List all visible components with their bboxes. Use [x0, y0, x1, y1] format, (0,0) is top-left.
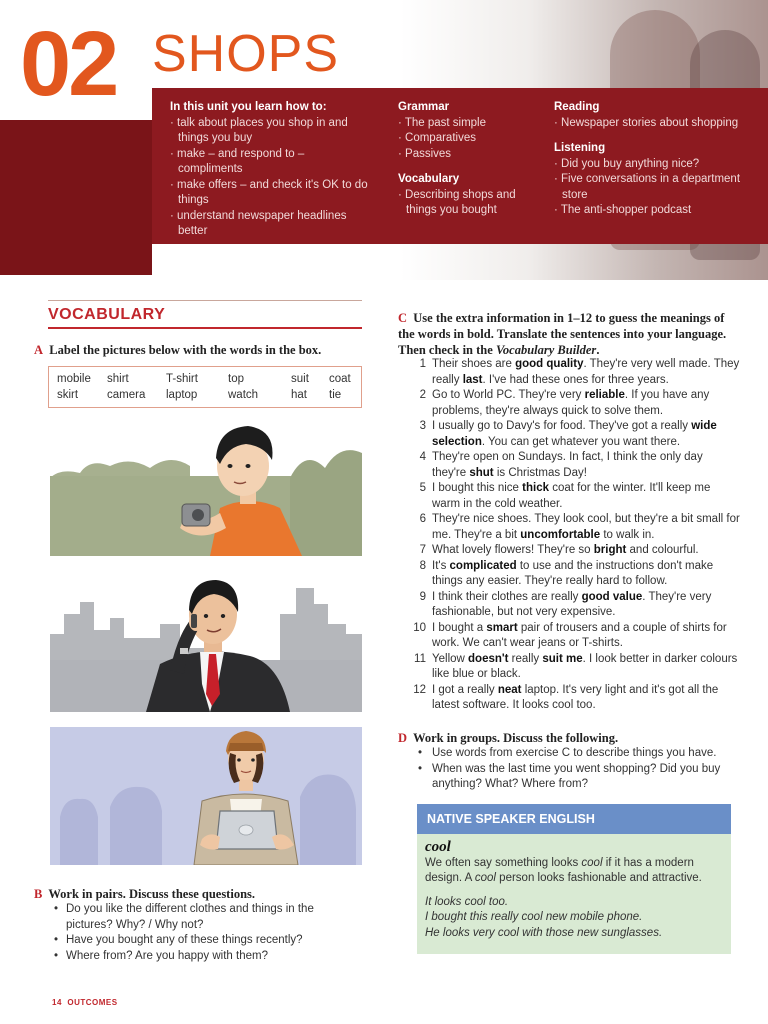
instruction-text: Work in groups. Discuss the following. — [413, 731, 619, 745]
list-item — [400, 450, 740, 481]
item-text: I bought a — [432, 621, 487, 634]
exercise-letter: C — [398, 311, 408, 325]
list-item — [400, 543, 740, 559]
item-text: . They're very well made. They really — [432, 358, 740, 386]
list-item: · Newspaper stories about shopping — [554, 116, 764, 132]
definition — [425, 856, 723, 887]
instruction-text: Label the pictures below with the words in the box. — [49, 343, 322, 357]
list-item: · make offers – and check it's OK to do things — [170, 178, 370, 209]
exercise-c-list — [400, 357, 740, 714]
exercise-a-instruction — [34, 342, 364, 358]
reading-list — [554, 116, 764, 132]
illustration — [50, 574, 362, 712]
page-footer — [52, 998, 118, 1007]
native-speaker-title: NATIVE SPEAKER ENGLISH — [417, 804, 731, 834]
item-number: 7 — [419, 544, 426, 556]
word: camera — [107, 389, 146, 401]
bold-word: uncomfortable — [520, 528, 601, 541]
list-item: · Passives — [398, 147, 538, 163]
list-item — [400, 388, 740, 419]
page-number: 14 — [52, 998, 62, 1007]
item-text: really — [508, 652, 543, 665]
item-text: . If you have any problems, they're always quick to solve them. — [432, 389, 710, 417]
bold-word: neat — [497, 683, 522, 696]
examples — [425, 895, 723, 942]
illustration-woman-with-laptop — [50, 727, 362, 865]
item-text: Go to World PC. They're very — [432, 389, 585, 401]
exercise-letter: D — [398, 731, 408, 745]
listening-list — [554, 157, 764, 219]
grammar-vocab-column — [398, 100, 538, 219]
illustration — [50, 418, 362, 556]
list-item — [400, 512, 740, 543]
definition-text: We often say something looks — [425, 856, 582, 869]
list-item — [400, 559, 740, 590]
item-number: 8 — [419, 559, 426, 572]
exercise-letter: A — [34, 343, 44, 357]
item-number: 1 — [419, 358, 426, 370]
item-number: 11 — [414, 652, 426, 665]
list-item: • Have you bought any of these things recently? — [54, 933, 354, 949]
word: tie — [329, 389, 342, 401]
example: It looks cool too. — [425, 895, 509, 908]
item-text: is Christmas Day! — [493, 466, 587, 479]
listening-heading: Listening — [554, 142, 606, 154]
instruction-text: Work in pairs. Discuss these questions. — [48, 887, 256, 901]
bold-word: thick — [522, 482, 549, 494]
list-item — [400, 621, 740, 652]
bold-word: complicated — [449, 559, 517, 572]
item-text: to use and the instructions don't make things any easier. They're really hard to follow. — [432, 559, 714, 587]
bold-word: smart — [486, 621, 518, 634]
keyword: cool — [425, 839, 451, 855]
item-text: They're open on Sundays. In fact, I think the only day they're — [432, 451, 703, 479]
illustration-businessman-on-phone — [50, 574, 362, 712]
item-text: laptop. It's very light and it's got all the latest software. It looks cool too. — [432, 683, 719, 711]
word-box — [48, 366, 362, 408]
section-title: VOCABULARY — [48, 306, 166, 323]
bold-word: last — [462, 373, 483, 386]
item-number: 5 — [419, 482, 426, 494]
item-number: 6 — [419, 513, 426, 525]
item-number: 2 — [419, 389, 426, 401]
list-item: · talk about places you shop in and things you buy — [170, 116, 370, 147]
list-item: · Describing shops and things you bought — [398, 188, 538, 219]
instruction-bold-word: bold — [467, 327, 491, 341]
exercise-b-instruction — [34, 886, 364, 902]
bold-word: doesn't — [468, 652, 509, 665]
list-item — [400, 683, 740, 714]
item-number: 4 — [419, 451, 426, 463]
native-speaker-body — [417, 834, 731, 941]
bold-word: good quality — [515, 358, 584, 370]
divider — [48, 327, 362, 329]
illustration — [50, 727, 362, 865]
word: top — [228, 373, 244, 385]
illustration-man-with-camera — [50, 418, 362, 556]
definition-text: if it has a modern design. A — [425, 856, 694, 884]
item-text: Yellow — [432, 652, 469, 665]
reading-heading: Reading — [554, 101, 600, 113]
exercise-b-list — [54, 902, 354, 964]
native-speaker-box — [417, 804, 731, 954]
item-number: 9 — [419, 590, 426, 603]
list-item: · The past simple — [398, 116, 538, 132]
item-text: pair of trousers and a couple of shirts for work. We can't wear jeans or T-shirts. — [432, 621, 727, 649]
definition-text: person looks fashionable and attractive. — [495, 872, 702, 884]
learn-how-list — [170, 116, 370, 240]
list-item — [400, 419, 740, 450]
reading-listening-column — [554, 100, 764, 219]
vocabulary-heading: Vocabulary — [398, 173, 460, 185]
word: T-shirt — [166, 373, 198, 385]
example: He looks very cool with those new sunglasses. — [425, 926, 663, 939]
instruction-text: . — [596, 343, 600, 357]
grammar-heading: Grammar — [398, 101, 450, 113]
instruction-text: . Translate the sentences into your language. Then check in the — [398, 327, 727, 357]
word: suit — [291, 373, 309, 385]
learn-how-heading: In this unit you learn how to: — [170, 101, 327, 113]
definition-keyword: cool — [474, 872, 496, 884]
list-item — [400, 357, 740, 388]
item-text: I think their clothes are really — [432, 590, 582, 603]
list-item — [400, 652, 740, 683]
learn-how-column — [170, 100, 370, 240]
example: I bought this really cool new mobile phone. — [425, 911, 643, 923]
instruction-text: Use the extra information in 1–12 to guess the meanings of the words in — [398, 311, 725, 341]
item-text: coat for the winter. It'll keep me warm in the cold weather. — [432, 482, 711, 510]
list-item: • Use words from exercise C to describe things you have. — [418, 746, 738, 762]
definition-keyword: cool — [581, 856, 603, 869]
list-item: • When was the last time you went shopping? Did you buy anything? What? Where from? — [418, 762, 738, 793]
item-text: I got a really — [432, 683, 498, 696]
list-item — [400, 481, 740, 512]
unit-number: 02 — [20, 13, 117, 115]
item-number: 3 — [419, 420, 426, 432]
book-title: Vocabulary Builder — [495, 343, 597, 357]
list-item: · Five conversations in a department store — [554, 172, 764, 203]
item-text: . They're very fashionable, but not very expensive. — [432, 590, 712, 618]
divider — [48, 300, 362, 301]
unit-overview-band — [152, 88, 768, 244]
grammar-list — [398, 116, 538, 163]
list-item: • Do you like the different clothes and things in the pictures? Why? / Why not? — [54, 902, 354, 933]
unit-title: SHOPS — [152, 25, 340, 83]
item-text: It's — [432, 559, 450, 572]
bold-word: good value — [581, 590, 643, 603]
word: skirt — [57, 389, 79, 401]
list-item: · understand newspaper headlines better — [170, 209, 370, 240]
exercise-d-list — [418, 746, 738, 793]
item-text: . I look better in darker colours like blue or black. — [432, 652, 738, 680]
list-item: · Comparatives — [398, 131, 538, 147]
word: hat — [291, 389, 307, 401]
word: laptop — [166, 389, 198, 401]
item-number: 12 — [413, 683, 426, 696]
list-item: • Where from? Are you happy with them? — [54, 949, 354, 965]
item-text: They're nice shoes. They look cool, but they're a bit small for me. They're a bit — [432, 513, 740, 541]
vocabulary-list — [398, 188, 538, 219]
item-text: What lovely flowers! They're so — [432, 544, 594, 556]
word: shirt — [107, 373, 129, 385]
list-item — [400, 590, 740, 621]
header-left-block — [0, 120, 152, 275]
exercise-d-instruction — [398, 730, 738, 746]
word: watch — [228, 389, 259, 401]
book-title: OUTCOMES — [67, 998, 118, 1007]
item-text: I bought this nice — [432, 482, 523, 494]
item-text: and colourful. — [626, 544, 699, 556]
item-text: . I've had these ones for three years. — [482, 373, 669, 386]
item-text: to walk in. — [600, 528, 655, 541]
word: mobile — [57, 373, 91, 385]
item-text: I usually go to Davy's for food. They've got a really — [432, 420, 692, 432]
bold-word: shut — [469, 466, 494, 479]
item-text: . You can get whatever you want there. — [481, 435, 681, 448]
item-text: Their shoes are — [432, 358, 516, 370]
bold-word: wide selection — [432, 420, 717, 448]
exercise-c-instruction — [398, 310, 738, 358]
list-item: · make – and respond to – compliments — [170, 147, 370, 178]
exercise-letter: B — [34, 887, 43, 901]
list-item: · Did you buy anything nice? — [554, 157, 764, 173]
bold-word: bright — [593, 544, 627, 556]
list-item: · The anti-shopper podcast — [554, 203, 764, 219]
word: coat — [329, 373, 351, 385]
bold-word: reliable — [584, 389, 625, 401]
bold-word: suit me — [542, 652, 583, 665]
item-number: 10 — [413, 621, 426, 634]
